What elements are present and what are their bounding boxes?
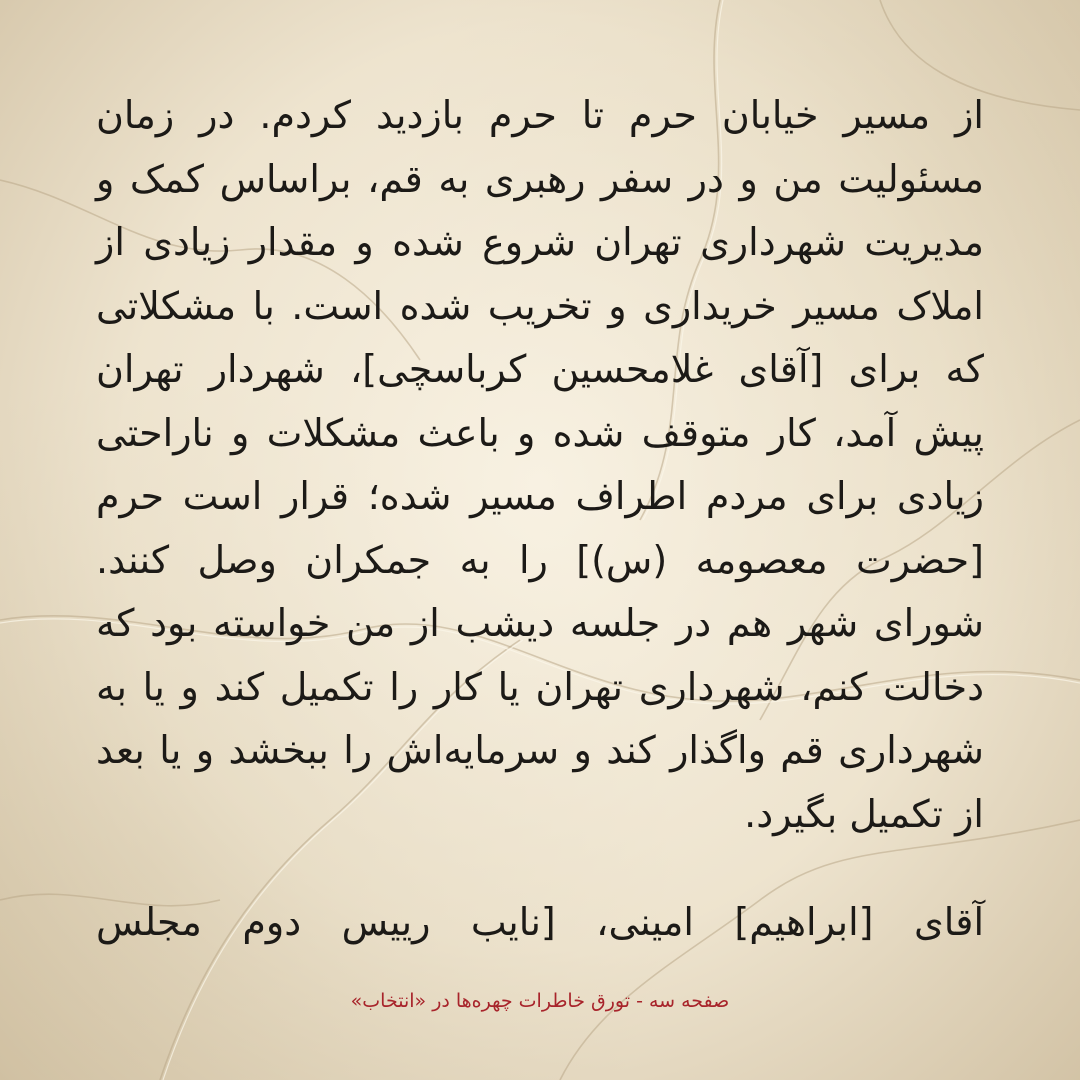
footer-caption: صفحه سه - تورق خاطرات چهره‌ها در «انتخاب» [350,990,730,1012]
attribution-line: آقای [ابراهیم] امینی، [نایب رییس دوم مجلس [96,900,984,944]
memoir-body-text: از مسیر خیابان حرم تا حرم بازدید کردم. در زمان مسئولیت من و در سفر رهبری به قم، براساس کمک و مدیریت شهرداری تهران شروع شده و مقدار زیادی از املاک مسیر خریداری و تخریب شده است. با مشکلاتی که برای [آقای غلامحسین کرباسچی]، شهردار تهران پیش آمد، کار متوقف شده و باعث مشکلات و ناراحتی زیادی برای مردم اطراف مسیر شده؛ قرار است حرم [حضرت معصومه (س)] را به جمکران وصل کنند. شورای شهر هم در جلسه دیشب از من خواسته بود که دخالت کنم، شهرداری تهران یا کار را تکمیل کند و یا به شهرداری قم واگذار کند و سرمایه‌اش را ببخشد و یا بعد از تکمیل بگیرد. [96,93,984,836]
